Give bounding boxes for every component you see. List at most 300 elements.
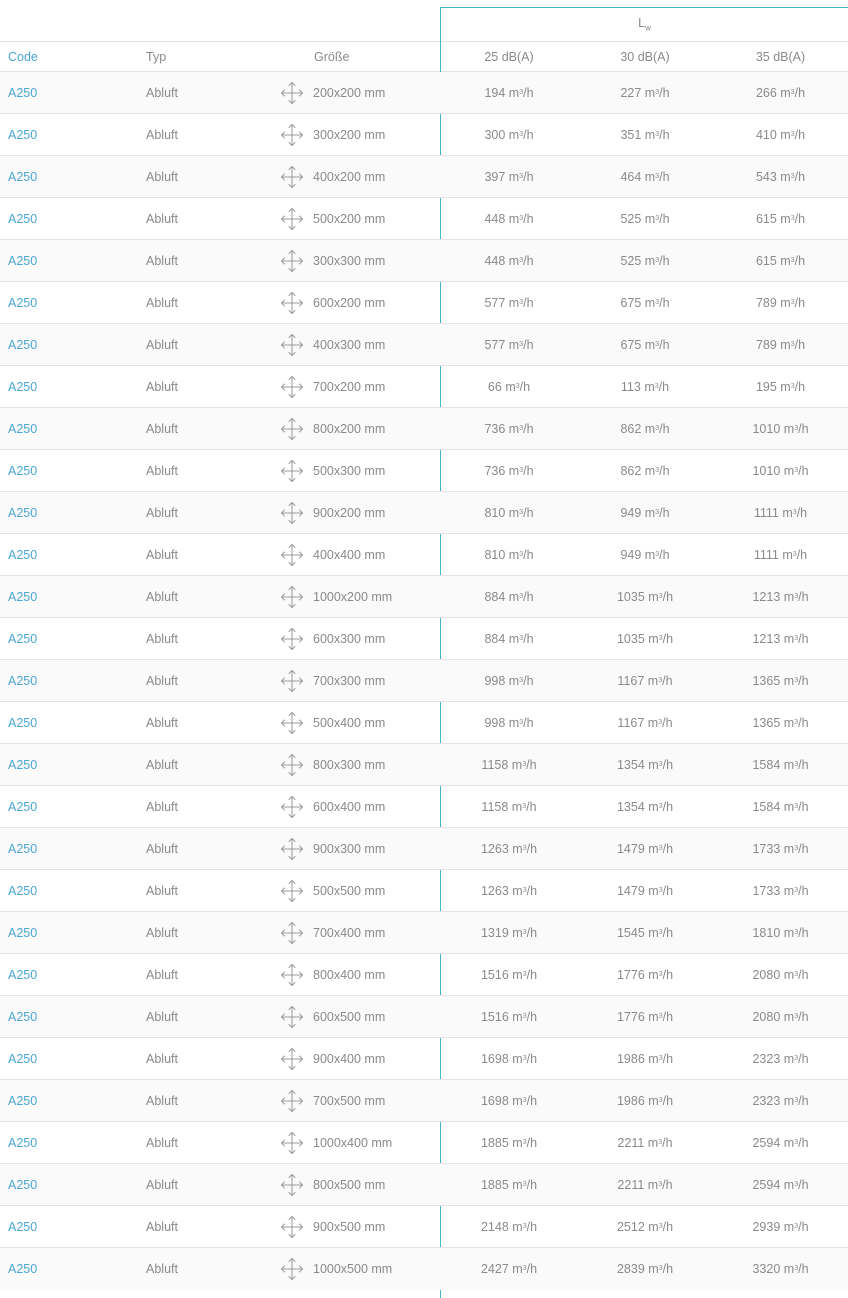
size-cell (280, 996, 385, 1037)
resize-arrows-icon (280, 81, 304, 105)
table-row (0, 114, 848, 156)
size-cell (280, 282, 385, 323)
resize-arrows-icon (280, 249, 304, 273)
unit-base: m (511, 757, 523, 772)
unit-base: m (644, 379, 655, 394)
unit-suffix: /h (526, 925, 538, 940)
size-text: 800x200 mm (313, 421, 386, 436)
unit-suffix: /h (794, 127, 806, 142)
airflow-35db: 1213 m 3 /h (752, 589, 809, 604)
table-row (0, 198, 848, 240)
type-cell: Abluft (146, 337, 178, 352)
unit-suffix: /h (523, 589, 534, 604)
size-text: 800x300 mm (313, 757, 386, 772)
unit-suffix: /h (662, 1009, 674, 1024)
airflow-value: 1035 (616, 589, 645, 604)
unit-suffix: /h (526, 1093, 538, 1108)
code-link[interactable]: A250 (8, 841, 38, 856)
table-row (0, 660, 848, 702)
airflow-35db: 1365 m 3 /h (752, 673, 809, 688)
unit-suffix: /h (523, 463, 534, 478)
unit-base: m (780, 295, 791, 310)
airflow-25db: 810 m 3 /h (484, 505, 534, 520)
unit-base: m (508, 505, 520, 520)
unit-base: m (512, 925, 523, 940)
type-cell: Abluft (146, 547, 178, 562)
size-cell (280, 702, 385, 743)
unit-suffix: /h (794, 85, 806, 100)
code-link[interactable]: A250 (8, 421, 38, 436)
airflow-25db: 448 m 3 /h (484, 253, 534, 268)
code-link[interactable]: A250 (8, 379, 38, 394)
unit-base: m (644, 295, 656, 310)
unit-base: m (647, 673, 659, 688)
column-header-code[interactable]: Code (8, 49, 38, 64)
airflow-35db: 195 m 3 /h (755, 379, 806, 394)
size-text: 1000x200 mm (313, 589, 393, 604)
airflow-value: 1479 (616, 883, 645, 898)
airflow-value: 998 (484, 673, 506, 688)
airflow-value: 884 (484, 589, 506, 604)
unit-suffix: /h (523, 295, 534, 310)
type-cell: Abluft (146, 253, 178, 268)
table-row (0, 156, 848, 198)
unit-suffix: /h (526, 1177, 538, 1192)
airflow-value: 1698 (480, 1093, 509, 1108)
airflow-30db: 1354 m 3 /h (616, 799, 674, 814)
airflow-25db: 736 m 3 /h (484, 463, 534, 478)
size-cell (280, 114, 385, 155)
airflow-35db: 2939 m 3 /h (752, 1219, 809, 1234)
unit-suffix: /h (662, 1219, 674, 1234)
unit-base: m (783, 1135, 795, 1150)
code-link[interactable]: A250 (8, 1135, 38, 1150)
airflow-30db: 1354 m 3 /h (616, 757, 674, 772)
code-link[interactable]: A250 (8, 673, 38, 688)
unit-base: m (783, 715, 795, 730)
unit-base: m (783, 1177, 795, 1192)
airflow-value: 525 (620, 211, 642, 226)
airflow-value: 615 (755, 211, 777, 226)
airflow-value: 1776 (616, 967, 645, 982)
unit-base: m (780, 337, 791, 352)
size-text: 700x300 mm (313, 673, 386, 688)
table-row (0, 492, 848, 534)
unit-base: m (648, 883, 659, 898)
airflow-25db: 1516 m 3 /h (480, 1009, 538, 1024)
resize-arrows-icon (280, 459, 304, 483)
unit-suffix: /h (796, 547, 808, 562)
unit-base: m (783, 883, 795, 898)
unit-suffix: /h (526, 1262, 538, 1276)
airflow-value: 1111 (753, 505, 779, 520)
unit-base: m (783, 757, 795, 772)
unit-base: m (512, 1093, 523, 1108)
resize-arrows-icon (280, 291, 304, 315)
unit-suffix: /h (659, 421, 670, 436)
size-text: 1000x400 mm (313, 1135, 393, 1150)
unit-suffix: /h (526, 757, 537, 772)
table-row (0, 576, 848, 618)
size-cell (280, 1248, 392, 1290)
unit-suffix: /h (523, 253, 534, 268)
size-cell (280, 1038, 385, 1079)
column-header-30db[interactable]: 30 dB(A) (620, 49, 670, 64)
size-text: 600x200 mm (313, 295, 386, 310)
code-link[interactable]: A250 (8, 253, 38, 268)
code-link[interactable]: A250 (8, 1262, 38, 1276)
type-cell: Abluft (146, 589, 178, 604)
unit-suffix: /h (659, 169, 670, 184)
airflow-value: 1698 (480, 1051, 509, 1066)
airflow-value: 577 (484, 337, 506, 352)
airflow-value: 789 (755, 295, 777, 310)
airflow-25db: 1158 m 3 /h (481, 757, 537, 772)
unit-base: m (512, 841, 523, 856)
airflow-25db: 1885 m 3 /h (480, 1177, 538, 1192)
column-header-25db[interactable]: 25 dB(A) (484, 49, 534, 64)
airflow-value: 1213 (752, 631, 781, 646)
sound-power-group-header (440, 7, 848, 41)
unit-suffix: /h (798, 883, 809, 898)
unit-suffix: /h (523, 673, 534, 688)
airflow-value: 2594 (752, 1135, 781, 1150)
airflow-value: 2839 (616, 1262, 645, 1276)
airflow-value: 1885 (480, 1177, 509, 1192)
size-text: 900x300 mm (313, 841, 386, 856)
table-row (0, 828, 848, 870)
unit-suffix: /h (798, 631, 809, 646)
unit-suffix: /h (523, 85, 534, 100)
size-text: 400x400 mm (313, 547, 386, 562)
code-link[interactable]: A250 (8, 799, 38, 814)
code-link[interactable]: A250 (8, 169, 38, 184)
airflow-30db: 862 m 3 /h (620, 463, 670, 478)
resize-arrows-icon (280, 1089, 304, 1113)
airflow-25db: 810 m 3 /h (484, 547, 534, 562)
type-cell: Abluft (146, 127, 178, 142)
unit-base: m (508, 673, 520, 688)
airflow-value: 351 (620, 127, 642, 142)
airflow-25db: 1698 m 3 /h (480, 1093, 538, 1108)
unit-suffix: /h (523, 421, 534, 436)
unit-base: m (783, 1009, 795, 1024)
airflow-value: 2080 (752, 967, 781, 982)
code-link[interactable]: A250 (8, 925, 38, 940)
unit-suffix: /h (662, 631, 674, 646)
type-cell: Abluft (146, 505, 178, 520)
code-link[interactable]: A250 (8, 631, 38, 646)
size-text: 800x500 mm (313, 1177, 386, 1192)
size-cell (280, 744, 385, 785)
unit-suffix: /h (526, 1051, 538, 1066)
airflow-30db: 949 m 3 /h (620, 547, 670, 562)
airflow-value: 1158 (481, 757, 509, 772)
code-link[interactable]: A250 (8, 589, 38, 604)
type-cell: Abluft (146, 967, 178, 982)
airflow-value: 410 (755, 127, 777, 142)
resize-arrows-icon (280, 123, 304, 147)
size-text: 300x200 mm (313, 127, 386, 142)
unit-suffix: /h (526, 841, 538, 856)
airflow-30db: 1035 m 3 /h (616, 589, 674, 604)
airflow-30db: 1776 m 3 /h (616, 1009, 674, 1024)
unit-base: m (783, 1219, 795, 1234)
airflow-35db: 266 m 3 /h (755, 85, 806, 100)
size-cell (280, 786, 385, 827)
resize-arrows-icon (280, 375, 304, 399)
resize-arrows-icon (280, 921, 304, 945)
code-link[interactable]: A250 (8, 1051, 38, 1066)
size-text: 400x200 mm (313, 169, 386, 184)
airflow-30db: 351 m 3 /h (620, 127, 670, 142)
unit-base: m (512, 883, 523, 898)
unit-base: m (508, 463, 520, 478)
size-text: 900x400 mm (313, 1051, 386, 1066)
code-link[interactable]: A250 (8, 967, 38, 982)
unit-base: m (780, 169, 791, 184)
airflow-30db: 1776 m 3 /h (616, 967, 674, 982)
resize-arrows-icon (280, 627, 304, 651)
table-header (0, 41, 848, 72)
airflow-value: 1479 (616, 841, 645, 856)
unit-suffix: /h (523, 631, 534, 646)
unit-base: m (508, 547, 520, 562)
unit-base: m (644, 211, 656, 226)
column-header-35db[interactable]: 35 dB(A) (755, 49, 806, 64)
unit-base: m (508, 337, 520, 352)
airflow-value: 1158 (481, 799, 509, 814)
unit-suffix: /h (523, 715, 534, 730)
code-link[interactable]: A250 (8, 211, 38, 226)
unit-base: m (508, 295, 520, 310)
airflow-35db: 1733 m 3 /h (752, 883, 809, 898)
size-cell (280, 618, 385, 659)
table-row (0, 1248, 848, 1290)
unit-suffix: /h (526, 1135, 538, 1150)
size-text: 600x300 mm (313, 631, 386, 646)
unit-base: m (780, 127, 791, 142)
airflow-35db: 1810 m 3 /h (752, 925, 809, 940)
unit-base: m (508, 127, 520, 142)
airflow-30db: 1986 m 3 /h (616, 1093, 674, 1108)
table-row (0, 1038, 848, 1080)
unit-base: m (512, 1009, 523, 1024)
code-link[interactable]: A250 (8, 505, 38, 520)
type-cell: Abluft (146, 841, 178, 856)
airflow-value: 1885 (480, 1135, 509, 1150)
unit-suffix: /h (794, 295, 806, 310)
airflow-25db: 884 m 3 /h (484, 589, 534, 604)
size-text: 600x500 mm (313, 1009, 386, 1024)
code-link[interactable]: A250 (8, 127, 38, 142)
unit-base: m (644, 547, 656, 562)
airflow-35db: 615 m 3 /h (755, 253, 806, 268)
unit-suffix: /h (798, 799, 809, 814)
unit-base: m (648, 841, 659, 856)
size-cell (280, 870, 385, 911)
size-cell (280, 576, 392, 617)
table-row (0, 240, 848, 282)
table-row (0, 912, 848, 954)
resize-arrows-icon (280, 837, 304, 861)
code-link[interactable]: A250 (8, 1093, 38, 1108)
code-link[interactable]: A250 (8, 1009, 38, 1024)
airflow-value: 1810 (752, 925, 781, 940)
unit-suffix: /h (659, 337, 670, 352)
unit-base: m (783, 463, 795, 478)
airflow-35db: 1213 m 3 /h (752, 631, 809, 646)
unit-base: m (512, 1262, 523, 1276)
code-link[interactable]: A250 (8, 883, 38, 898)
code-link[interactable]: A250 (8, 715, 38, 730)
code-link[interactable]: A250 (8, 757, 38, 772)
airflow-35db: 410 m 3 /h (755, 127, 806, 142)
column-header-size[interactable]: Größe (314, 49, 350, 64)
unit-base: m (648, 589, 659, 604)
unit-suffix: /h (798, 757, 809, 772)
unit-suffix: /h (659, 505, 670, 520)
airflow-25db: 397 m 3 /h (484, 169, 534, 184)
code-link[interactable]: A250 (8, 295, 38, 310)
type-cell: Abluft (146, 1262, 178, 1276)
airflow-35db: 1584 m 3 /h (752, 799, 809, 814)
unit-base: m (508, 85, 520, 100)
unit-suffix: /h (659, 211, 670, 226)
code-link[interactable]: A250 (8, 337, 38, 352)
column-header-type[interactable]: Typ (146, 49, 167, 64)
airflow-value: 448 (484, 253, 506, 268)
table-row (0, 1122, 848, 1164)
unit-base: m (647, 1177, 659, 1192)
unit-base: m (644, 253, 656, 268)
airflow-value: 736 (484, 421, 506, 436)
type-cell: Abluft (146, 1135, 178, 1150)
unit-suffix: /h (662, 1093, 674, 1108)
airflow-value: 884 (484, 631, 506, 646)
unit-base: m (783, 799, 795, 814)
size-cell (280, 1206, 385, 1247)
size-text: 500x400 mm (313, 715, 386, 730)
unit-base: m (783, 967, 795, 982)
airflow-value: 1733 (752, 841, 781, 856)
unit-suffix: /h (523, 547, 534, 562)
unit-base: m (511, 799, 523, 814)
size-text: 200x200 mm (313, 85, 386, 100)
table-row (0, 408, 848, 450)
resize-arrows-icon (280, 165, 304, 189)
airflow-value: 66 (487, 379, 502, 394)
unit-base: m (512, 1051, 523, 1066)
unit-base: m (644, 505, 656, 520)
type-cell: Abluft (146, 673, 178, 688)
unit-suffix: /h (798, 589, 809, 604)
size-text: 700x400 mm (313, 925, 386, 940)
type-cell: Abluft (146, 1177, 178, 1192)
airflow-30db: 1479 m 3 /h (616, 883, 674, 898)
unit-base: m (648, 925, 659, 940)
group-header-row (0, 0, 848, 41)
airflow-value: 949 (620, 505, 642, 520)
resize-arrows-icon (280, 753, 304, 777)
unit-base: m (648, 1093, 659, 1108)
airflow-value: 736 (484, 463, 506, 478)
unit-suffix: /h (526, 1009, 538, 1024)
unit-suffix: /h (523, 337, 534, 352)
unit-suffix: /h (662, 715, 673, 730)
airflow-value: 1545 (616, 925, 645, 940)
airflow-30db: 675 m 3 /h (620, 337, 670, 352)
resize-arrows-icon (280, 711, 304, 735)
code-link[interactable]: A250 (8, 547, 38, 562)
airflow-25db: 998 m 3 /h (484, 715, 534, 730)
size-cell (280, 1080, 385, 1121)
unit-base: m (783, 1093, 795, 1108)
unit-base: m (783, 841, 795, 856)
airflow-25db: 884 m 3 /h (484, 631, 534, 646)
airflow-25db: 577 m 3 /h (484, 337, 534, 352)
airflow-value: 464 (620, 169, 642, 184)
size-cell (280, 408, 385, 449)
airflow-value: 2080 (752, 1009, 781, 1024)
size-text: 600x400 mm (313, 799, 386, 814)
airflow-30db: 2211 m 3 /h (617, 1135, 673, 1150)
unit-base: m (644, 463, 656, 478)
airflow-35db: 2323 m 3 /h (752, 1093, 809, 1108)
table-row (0, 1080, 848, 1122)
code-link[interactable]: A250 (8, 463, 38, 478)
type-cell: Abluft (146, 925, 178, 940)
unit-suffix: /h (526, 967, 538, 982)
unit-suffix: /h (659, 547, 670, 562)
airflow-value: 2512 (616, 1219, 645, 1234)
type-cell: Abluft (146, 1219, 178, 1234)
airflow-value: 810 (484, 505, 506, 520)
airflow-value: 2323 (752, 1093, 781, 1108)
unit-base: m (648, 1219, 659, 1234)
unit-base: m (783, 631, 795, 646)
code-link[interactable]: A250 (8, 85, 38, 100)
size-cell (280, 240, 385, 281)
airflow-value: 3320 (752, 1262, 781, 1276)
unit-suffix: /h (798, 841, 809, 856)
airflow-30db: 1167 m 3 /h (617, 673, 673, 688)
airflow-value: 1263 (480, 841, 509, 856)
table-row (0, 72, 848, 114)
airflow-35db: 1733 m 3 /h (752, 841, 809, 856)
airflow-value: 1010 (752, 463, 781, 478)
table-row (0, 1206, 848, 1248)
airflow-35db: 1584 m 3 /h (752, 757, 809, 772)
size-text: 500x500 mm (313, 883, 386, 898)
airflow-25db: 300 m 3 /h (484, 127, 534, 142)
airflow-35db: 2594 m 3 /h (752, 1177, 809, 1192)
airflow-35db: 3320 m 3 /h (752, 1262, 809, 1276)
airflow-value: 1516 (480, 967, 509, 982)
airflow-25db: 1158 m 3 /h (481, 799, 537, 814)
airflow-25db: 194 m 3 /h (484, 85, 534, 100)
airflow-30db: 464 m 3 /h (620, 169, 670, 184)
unit-suffix: /h (798, 463, 809, 478)
unit-base: m (512, 1177, 523, 1192)
unit-base: m (780, 253, 791, 268)
code-link[interactable]: A250 (8, 1177, 38, 1192)
unit-base: m (648, 1051, 659, 1066)
code-link[interactable]: A250 (8, 1219, 38, 1234)
airflow-value: 862 (620, 421, 642, 436)
unit-suffix: /h (519, 379, 531, 394)
unit-base: m (648, 1262, 659, 1276)
